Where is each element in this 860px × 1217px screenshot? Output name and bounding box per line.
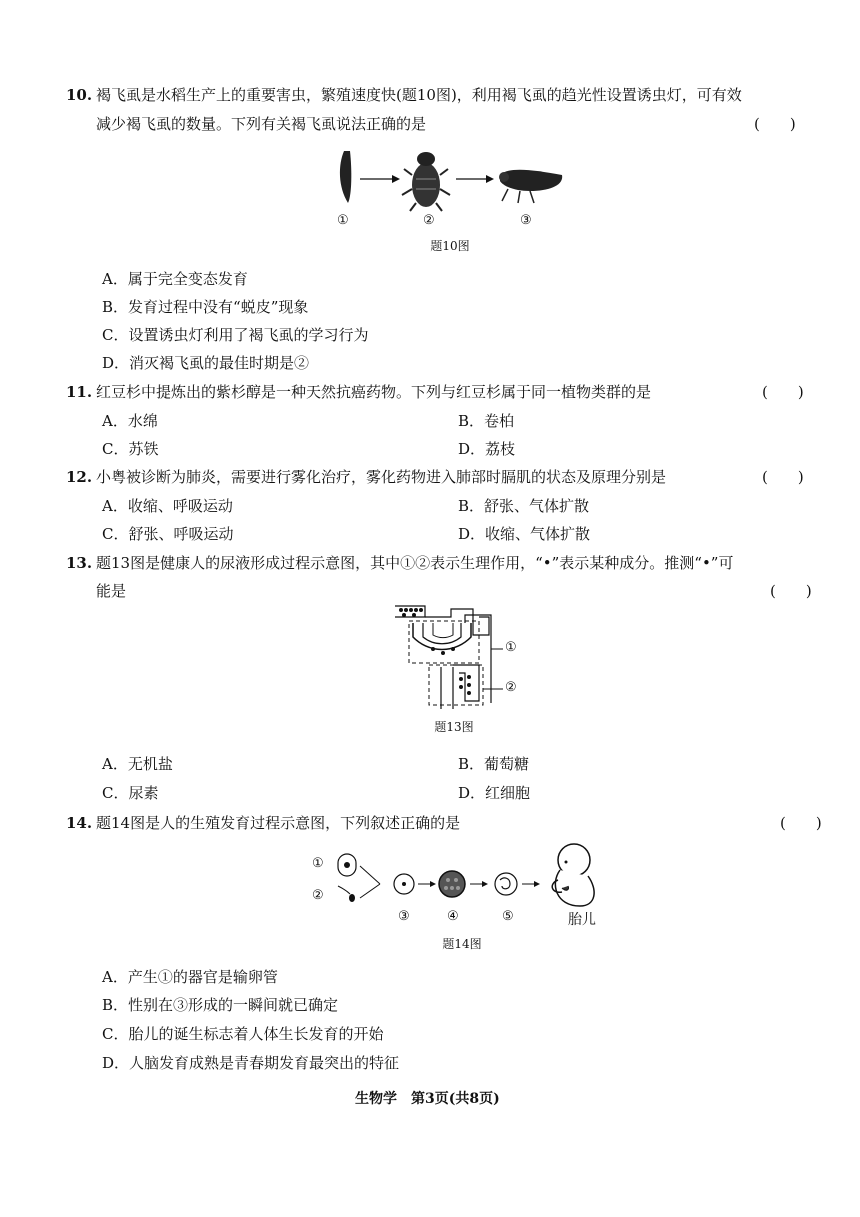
q13-fig-label-1: ①	[505, 640, 517, 655]
q14-fig-label-1: ①	[312, 856, 324, 871]
q13-option-d: D．红细胞	[458, 784, 531, 802]
q14-fig-label-3: ③	[398, 909, 410, 924]
q10-option-c: C．设置诱虫灯利用了褐飞虱的学习行为	[102, 326, 369, 344]
q13-stem-line1: 题13图是健康人的尿液形成过程示意图，其中①②表示生理作用，“•”表示某种成分。推测“•”可	[96, 554, 734, 572]
fetus-icon	[552, 844, 594, 906]
q10-answer-paren: ( )	[754, 115, 796, 133]
q14-fig-label-5: ⑤	[502, 909, 514, 924]
q12-option-d: D．收缩、气体扩散	[458, 525, 591, 543]
q11-option-a: A．水绵	[102, 412, 158, 430]
q14-stem: 题14图是人的生殖发育过程示意图，下列叙述正确的是	[96, 814, 461, 832]
q10-option-d: D．消灭褐飞虱的最佳时期是②	[102, 354, 310, 372]
q14-development-figure	[330, 840, 630, 910]
q12-option-a: A．收缩、呼吸运动	[102, 497, 233, 515]
q14-option-c: C．胎儿的诞生标志着人体生长发育的开始	[102, 1025, 384, 1043]
q11-option-b: B．卷柏	[458, 412, 515, 430]
q10-stem-line1: 褐飞虱是水稻生产上的重要害虫，繁殖速度快(题10图)，利用褐飞虱的趋光性设置诱虫灯，可有效	[96, 86, 742, 104]
q13-option-c: C．尿素	[102, 784, 159, 802]
q13-stem-line2: 能是	[96, 582, 127, 600]
q11-number: 11.	[66, 383, 93, 401]
q11-answer-paren: ( )	[762, 383, 804, 401]
q14-option-b: B．性别在③形成的一瞬间就已确定	[102, 996, 339, 1014]
q13-option-a: A．无机盐	[102, 755, 173, 773]
q10-fig-label-2: ②	[423, 213, 435, 228]
q13-nephron-figure	[395, 605, 525, 715]
q12-answer-paren: ( )	[762, 468, 804, 486]
q10-figure	[330, 145, 570, 215]
q14-option-d: D．人脑发育成熟是青春期发育最突出的特征	[102, 1054, 400, 1072]
q11-option-c: C．苏铁	[102, 440, 159, 458]
q14-fig-label-2: ②	[312, 888, 324, 903]
q13-caption: 题13图	[434, 720, 474, 734]
q14-answer-paren: ( )	[780, 814, 822, 832]
q11-stem: 红豆杉中提炼出的紫杉醇是一种天然抗癌药物。下列与红豆杉属于同一植物类群的是	[96, 383, 652, 401]
q13-answer-paren: ( )	[770, 582, 812, 600]
q10-caption: 题10图	[430, 239, 470, 253]
q14-fig-label-fetus: 胎儿	[568, 912, 596, 928]
q10-fig-label-3: ③	[520, 213, 532, 228]
q13-fig-label-2: ②	[505, 680, 517, 695]
q10-number: 10.	[66, 86, 93, 104]
q13-option-b: B．葡萄糖	[458, 755, 530, 773]
q14-fig-label-4: ④	[447, 909, 459, 924]
q10-fig-label-1: ①	[337, 213, 349, 228]
egg-icon	[340, 151, 351, 203]
q13-number: 13.	[66, 554, 93, 572]
page-footer: 生物学 第3页(共8页)	[355, 1091, 500, 1107]
q14-number: 14.	[66, 814, 93, 832]
q11-option-d: D．荔枝	[458, 440, 516, 458]
q14-option-a: A．产生①的器官是输卵管	[102, 968, 278, 986]
adult-planthopper-icon	[499, 170, 562, 203]
q12-option-c: C．舒张、呼吸运动	[102, 525, 234, 543]
nymph-icon	[402, 152, 450, 211]
q12-stem: 小粤被诊断为肺炎，需要进行雾化治疗，雾化药物进入肺部时膈肌的状态及原理分别是	[96, 468, 667, 486]
q12-option-b: B．舒张、气体扩散	[458, 497, 590, 515]
q10-stem-line2: 减少褐飞虱的数量。下列有关褐飞虱说法正确的是	[96, 115, 427, 133]
q12-number: 12.	[66, 468, 93, 486]
q14-caption: 题14图	[442, 937, 482, 951]
q10-option-b: B．发育过程中没有“蜕皮”现象	[102, 298, 309, 316]
q10-option-a: A．属于完全变态发育	[102, 270, 248, 288]
